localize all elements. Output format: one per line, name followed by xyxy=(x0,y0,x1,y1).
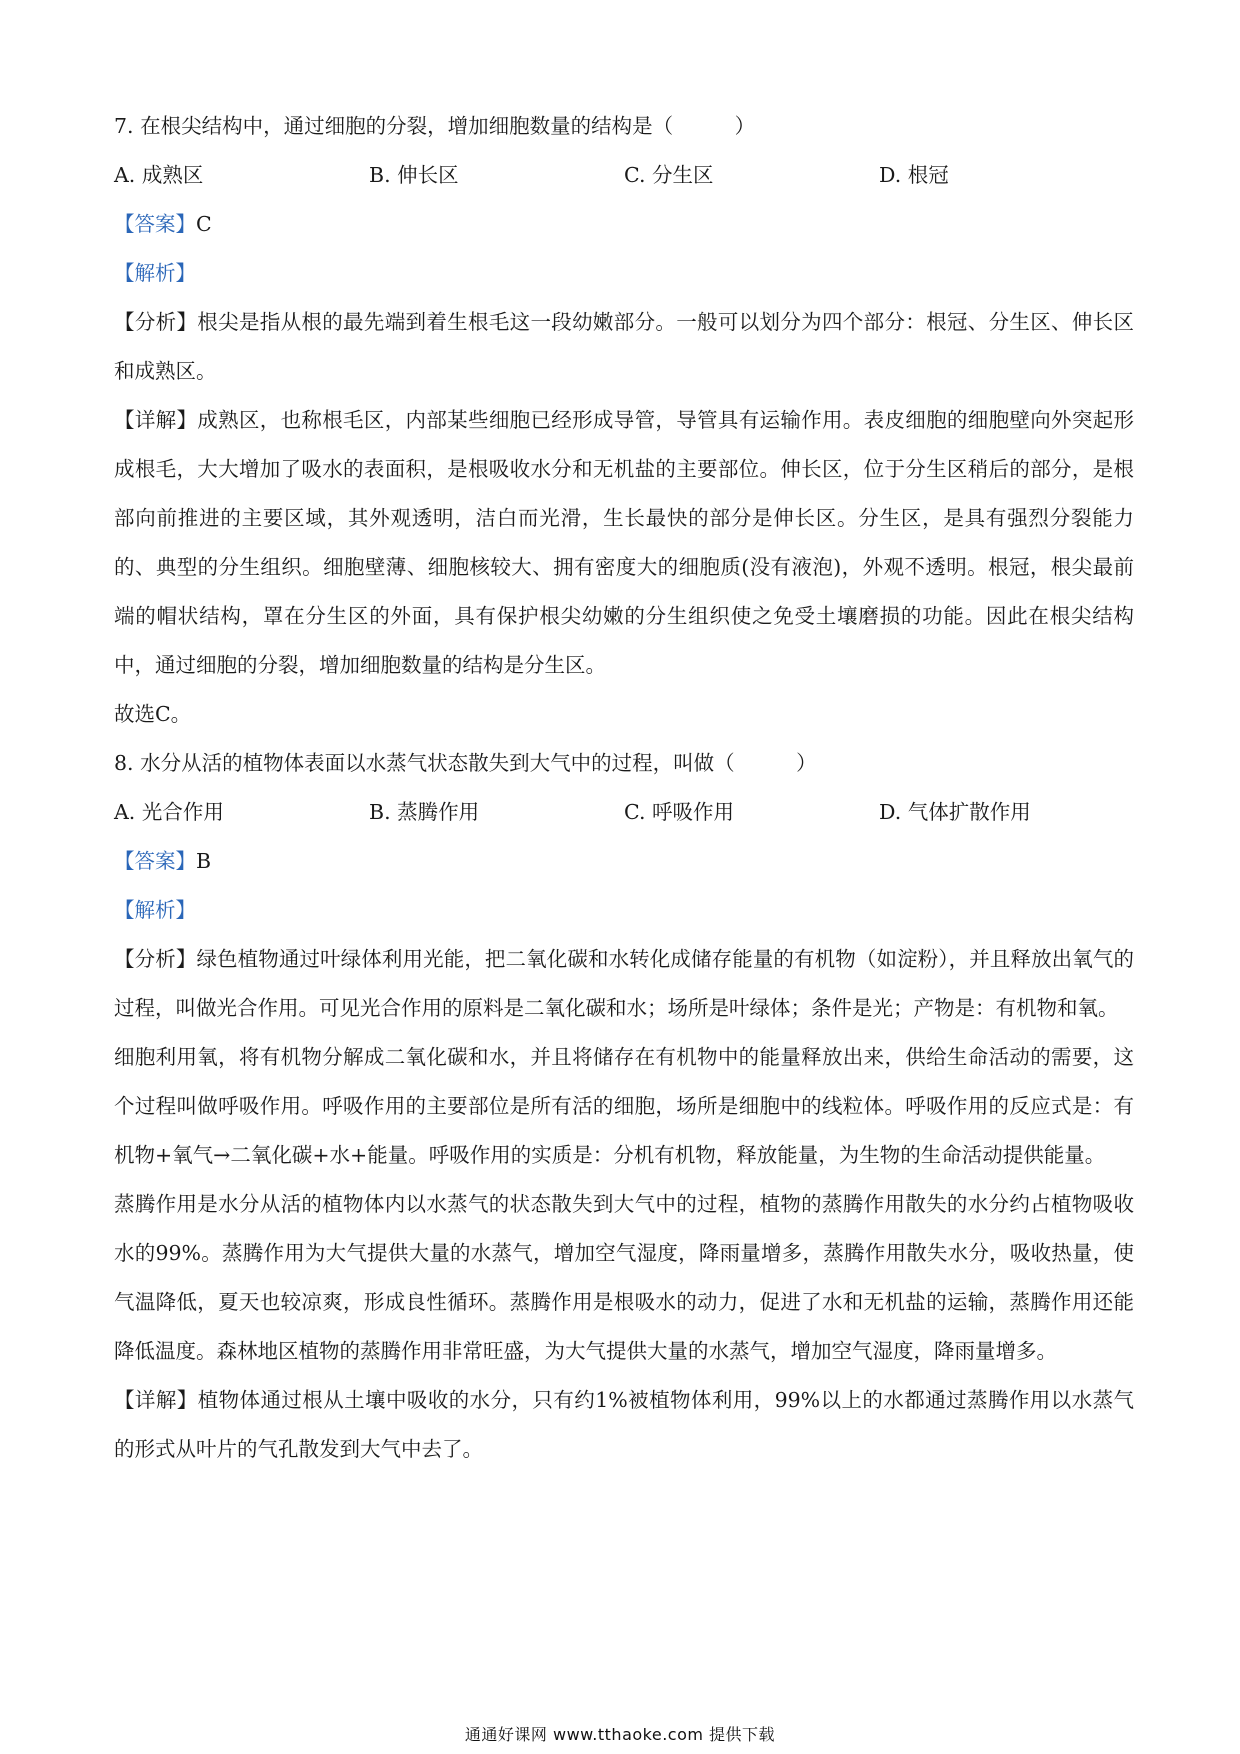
question-8-fenxi xyxy=(114,935,1134,1033)
question-7-options xyxy=(114,151,1134,200)
question-7-xiangjie xyxy=(114,396,1134,690)
option-c: C. 呼吸作用 xyxy=(624,800,734,824)
analysis-tag: 【解析】 xyxy=(114,261,196,285)
analysis-tag: 【解析】 xyxy=(114,898,196,922)
fenxi-tag: 【分析】 xyxy=(114,947,197,971)
fenxi-text: 绿色植物通过叶绿体利用光能，把二氧化碳和水转化成储存能量的有机物（如淀粉），并且释放出氧气的过程，叫做光合作用。可见光合作用的原料是二氧化碳和水；场所是叶绿体；条件是光；产物是：有机物和氧。 xyxy=(114,947,1135,1020)
fenxi-text: 根尖是指从根的最先端到着生根毛这一段幼嫩部分。一般可以划分为四个部分：根冠、分生区、伸长区和成熟区。 xyxy=(114,310,1135,383)
xiangjie-text: 植物体通过根从土壤中吸收的水分，只有约1%被植物体利用，99%以上的水都通过蒸腾作用以水蒸气的形式从叶片的气孔散发到大气中去了。 xyxy=(114,1388,1134,1461)
answer-tag: 【答案】 xyxy=(114,849,196,873)
option-b: B. 伸长区 xyxy=(369,163,459,187)
question-8-answer xyxy=(114,837,1134,886)
question-7-analysis-heading xyxy=(114,249,1134,298)
question-7-fenxi xyxy=(114,298,1134,396)
question-8-stem: 8. 水分从活的植物体表面以水蒸气状态散失到大气中的过程，叫做（ ） xyxy=(114,751,817,775)
answer-value: B xyxy=(196,849,212,873)
question-7-stem: 7. 在根尖结构中，通过细胞的分裂，增加细胞数量的结构是（ ） xyxy=(114,114,756,138)
option-a: A. 光合作用 xyxy=(114,800,224,824)
xiangjie-tag: 【详解】 xyxy=(114,408,198,432)
xiangjie-text: 成熟区，也称根毛区，内部某些细胞已经形成导管，导管具有运输作用。表皮细胞的细胞壁向外突起形成根毛，大大增加了吸水的表面积，是根吸收水分和无机盐的主要部位。伸长区，位于分生区稍后的部分，是根部向前推进的主要区域，其外观透明，洁白而光滑，生长最快的部分是伸长区。分生区，是具有强烈分裂能力的、典型的分生组织。细胞壁薄、细胞核较大、拥有密度大的细胞质(没有液泡)，外观不透明。根冠，根尖最前端的帽状结构，罩在分生区的外面，具有保护根尖幼嫩的分生组织使之免受土壤磨损的功能。因此在根尖结构中，通过细胞的分裂，增加细胞数量的结构是分生区。 xyxy=(114,408,1135,677)
option-c: C. 分生区 xyxy=(624,163,714,187)
option-a: A. 成熟区 xyxy=(114,163,204,187)
question-7-answer xyxy=(114,200,1134,249)
option-d: D. 根冠 xyxy=(879,163,949,187)
answer-tag: 【答案】 xyxy=(114,212,196,236)
question-7-conclusion: 故选C。 xyxy=(114,702,192,726)
question-8-xiangjie xyxy=(114,1376,1134,1474)
option-b: B. 蒸腾作用 xyxy=(369,800,480,824)
answer-value: C xyxy=(196,212,212,236)
question-8-respiration-paragraph: 细胞利用氧，将有机物分解成二氧化碳和水，并且将储存在有机物中的能量释放出来，供给生命活动的需要，这个过程叫做呼吸作用。呼吸作用的主要部位是所有活的细胞，场所是细胞中的线粒体。呼吸作用的反应式是：有机物+氧气→二氧化碳+水+能量。呼吸作用的实质是：分机有机物，释放能量，为生物的生命活动提供能量。 xyxy=(114,1045,1134,1167)
question-8-analysis-heading xyxy=(114,886,1134,935)
question-8-options xyxy=(114,788,1134,837)
question-8-transpiration-paragraph: 蒸腾作用是水分从活的植物体内以水蒸气的状态散失到大气中的过程，植物的蒸腾作用散失的水分约占植物吸收水的99%。蒸腾作用为大气提供大量的水蒸气，增加空气湿度，降雨量增多，蒸腾作用散失水分，吸收热量，使气温降低，夏天也较凉爽，形成良性循环。蒸腾作用是根吸水的动力，促进了水和无机盐的运输，蒸腾作用还能降低温度。森林地区植物的蒸腾作用非常旺盛，为大气提供大量的水蒸气，增加空气湿度，降雨量增多。 xyxy=(114,1192,1134,1363)
fenxi-tag: 【分析】 xyxy=(114,310,198,334)
document-body xyxy=(114,102,1134,1474)
page-footer: 通通好课网 www.tthaoke.com 提供下载 xyxy=(464,1725,776,1744)
option-d: D. 气体扩散作用 xyxy=(879,800,1031,824)
xiangjie-tag: 【详解】 xyxy=(114,1388,198,1412)
